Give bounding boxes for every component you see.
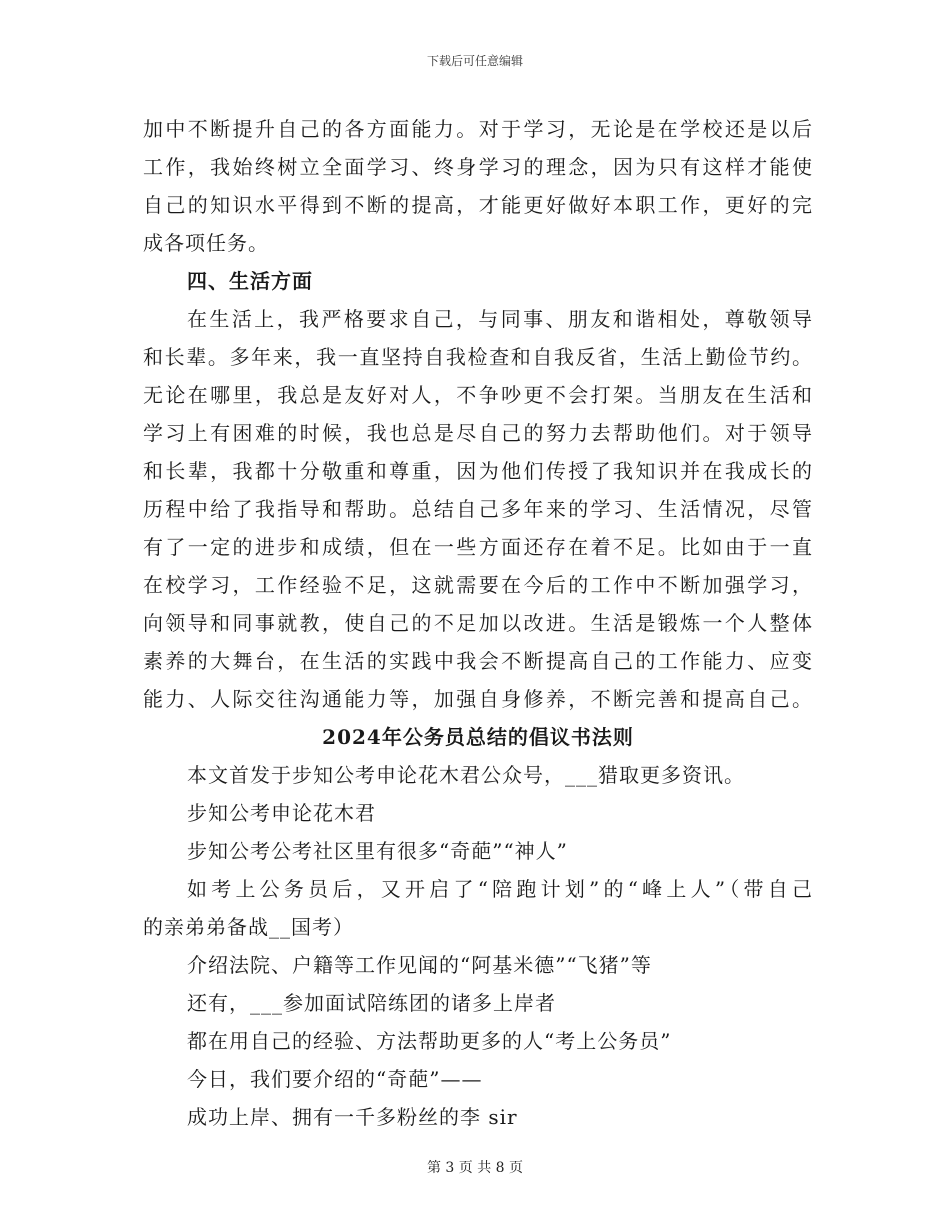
page-footer: 第 3 页 共 8 页	[426, 1160, 524, 1176]
paragraph-line: 和长辈，我都十分敬重和尊重，因为他们传授了我知识并在我成长的	[143, 459, 813, 483]
paragraph-line: 素养的大舞台，在生活的实践中我会不断提高自己的工作能力、应变	[143, 649, 813, 673]
paragraph-first-line: 成功上岸、拥有一千多粉丝的李 sir	[187, 1105, 518, 1129]
paragraph-line: 能力、人际交往沟通能力等，加强自身修养，不断完善和提高自己。	[143, 687, 813, 711]
paragraph-line: 历程中给了我指导和帮助。总结自己多年来的学习、生活情况，尽管	[143, 497, 813, 521]
paragraph-first-line: 步知公考公考社区里有很多“奇葩”“神人”	[187, 839, 568, 863]
paragraph-line: 加中不断提升自己的各方面能力。对于学习，无论是在学校还是以后	[143, 117, 813, 141]
paragraph-line: 在校学习，工作经验不足，这就需要在今后的工作中不断加强学习，	[143, 573, 813, 597]
paragraph-line: 工作，我始终树立全面学习、终身学习的理念，因为只有这样才能使	[143, 155, 813, 179]
paragraph-line: 自己的知识水平得到不断的提高，才能更好做好本职工作，更好的完	[143, 193, 813, 217]
section-heading: 四、生活方面	[187, 269, 313, 293]
paragraph-first-line: 步知公考申论花木君	[187, 801, 376, 825]
paragraph-first-line: 都在用自己的经验、方法帮助更多的人“考上公务员”	[187, 1029, 672, 1053]
paragraph-first-line: 本文首发于步知公考申论花木君公众号，___猎取更多资讯。	[187, 763, 745, 787]
paragraph-line: 向领导和同事就教，使自己的不足加以改进。生活是锻炼一个人整体	[143, 611, 813, 635]
paragraph-first-line: 今日，我们要介绍的“奇葩”——	[187, 1067, 483, 1091]
paragraph-line: 和长辈。多年来，我一直坚持自我检查和自我反省，生活上勤俭节约。	[143, 345, 813, 369]
paragraph-line: 有了一定的进步和成绩，但在一些方面还存在着不足。比如由于一直	[143, 535, 813, 559]
paragraph-line: 无论在哪里，我总是友好对人，不争吵更不会打架。当朋友在生活和	[143, 383, 813, 407]
paragraph-first-line: 在生活上，我严格要求自己，与同事、朋友和谐相处，尊敬领导	[187, 307, 813, 331]
article-title: 2024年公务员总结的倡议书法则	[322, 725, 634, 749]
document-body	[143, 110, 813, 1136]
paragraph-first-line: 还有，___参加面试陪练团的诸多上岸者	[187, 991, 556, 1015]
page-header: 下载后可任意编辑	[426, 54, 523, 68]
paragraph-line: 的亲弟弟备战__国考）	[143, 915, 354, 939]
paragraph-line: 学习上有困难的时候，我也总是尽自己的努力去帮助他们。对于领导	[143, 421, 813, 445]
paragraph-first-line: 如考上公务员后，又开启了“陪跑计划”的“峰上人”（带自己	[187, 877, 813, 901]
paragraph-line: 成各项任务。	[143, 231, 269, 255]
paragraph-first-line: 介绍法院、户籍等工作见闻的“阿基米德”“飞猪”等	[187, 953, 652, 977]
